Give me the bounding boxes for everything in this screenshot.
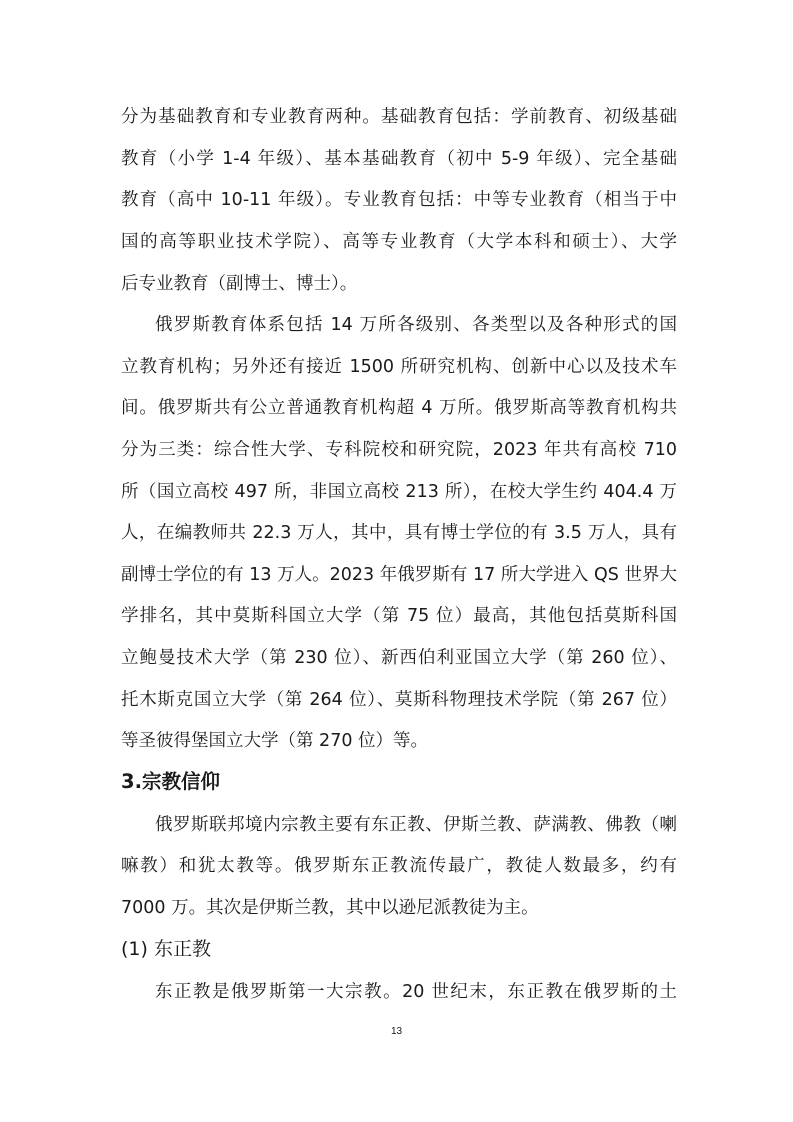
paragraph1-line-4: 国的高等职业技术学院）、高等专业教育（大学本科和硕士）、大学 xyxy=(121,232,677,252)
paragraph2-line-2: 立教育机构；另外还有接近 1500 所研究机构、创新中心以及技术车 xyxy=(121,357,677,377)
paragraph2-line-7: 副博士学位的有 13 万人。2023 年俄罗斯有 17 所大学进入 QS 世界大 xyxy=(121,565,677,585)
paragraph1-line-5: 后专业教育（副博士、博士）。 xyxy=(121,274,358,294)
paragraph3-line-3: 7000 万。其次是伊斯兰教，其中以逊尼派教徒为主。 xyxy=(121,898,539,918)
paragraph3-line-1: 俄罗斯联邦境内宗教主要有东正教、伊斯兰教、萨满教、佛教（喇 xyxy=(155,815,677,835)
paragraph2-line-10: 托木斯克国立大学（第 264 位）、莫斯科物理技术学院（第 267 位） xyxy=(121,690,677,710)
paragraph2-line-6: 人，在编教师共 22.3 万人，其中，具有博士学位的有 3.5 万人，具有 xyxy=(121,523,677,543)
paragraph1-line-2: 教育（小学 1-4 年级）、基本基础教育（初中 5-9 年级）、完全基础 xyxy=(121,149,677,169)
page-number: 13 xyxy=(390,1026,403,1037)
paragraph2-line-1: 俄罗斯教育体系包括 14 万所各级别、各类型以及各种形式的国 xyxy=(155,315,677,335)
paragraph2-line-8: 学排名，其中莫斯科国立大学（第 75 位）最高，其他包括莫斯科国 xyxy=(121,606,677,626)
paragraph2-line-9: 立鲍曼技术大学（第 230 位）、新西伯利亚国立大学（第 260 位）、 xyxy=(121,648,677,668)
paragraph1-line-3: 教育（高中 10-11 年级）。专业教育包括：中等专业教育（相当于中 xyxy=(121,190,677,210)
paragraph2-line-5: 所（国立高校 497 所，非国立高校 213 所），在校大学生约 404.4 万 xyxy=(121,482,677,502)
section-heading: 3.宗教信仰 xyxy=(121,770,220,793)
paragraph1-line-1: 分为基础教育和专业教育两种。基础教育包括：学前教育、初级基础 xyxy=(121,107,677,127)
subsection-heading: (1) 东正教 xyxy=(121,938,211,960)
paragraph2-line-3: 间。俄罗斯共有公立普通教育机构超 4 万所。俄罗斯高等教育机构共 xyxy=(121,398,677,418)
paragraph3-line-2: 嘛教）和犹太教等。俄罗斯东正教流传最广，教徒人数最多，约有 xyxy=(121,856,677,876)
paragraph4-line-1: 东正教是俄罗斯第一大宗教。20 世纪末，东正教在俄罗斯的土 xyxy=(155,982,677,1002)
paragraph2-line-4: 分为三类：综合性大学、专科院校和研究院，2023 年共有高校 710 xyxy=(121,440,677,460)
paragraph2-line-11: 等圣彼得堡国立大学（第 270 位）等。 xyxy=(121,731,429,751)
